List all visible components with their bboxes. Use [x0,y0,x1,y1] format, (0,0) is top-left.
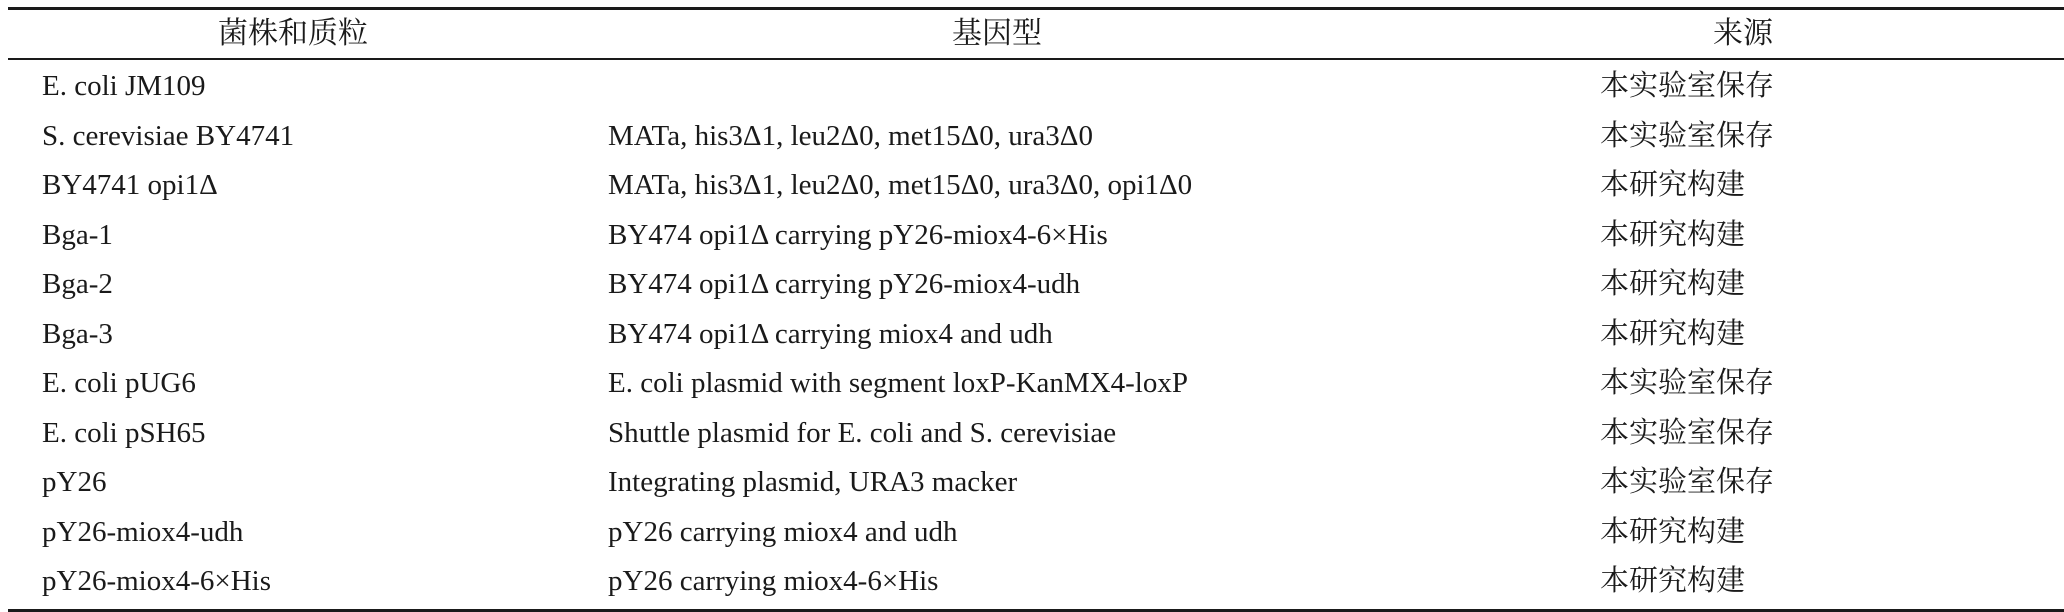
cell-source: 本研究构建 [1600,515,1746,548]
table-header-row [8,10,2064,58]
cell-strain: pY26 [42,466,107,498]
table-row [8,409,2064,459]
table-row [8,508,2064,558]
cell-genotype: BY474 opi1Δ carrying pY26-miox4-udh [608,268,1081,300]
cell-strain: Bga-2 [42,268,113,300]
cell-source: 本实验室保存 [1600,119,1775,152]
table-row [8,112,2064,162]
table-row [8,458,2064,508]
table-row [8,557,2064,607]
cell-source: 本实验室保存 [1600,367,1775,399]
cell-genotype: BY474 opi1Δ carrying miox4 and udh [608,317,1053,350]
strains-plasmids-table [8,7,2064,612]
cell-source: 本实验室保存 [1600,70,1775,102]
cell-strain: Bga-3 [42,317,113,350]
table-row [8,359,2064,409]
header-source: 来源 [1713,17,1773,50]
cell-strain: S. cerevisiae BY4741 [42,119,295,152]
cell-strain: BY4741 opi1Δ [42,169,218,201]
cell-strain: Bga-1 [42,218,113,251]
cell-genotype: pY26 carrying miox4 and udh [608,515,958,548]
cell-genotype: MATa, his3Δ1, leu2Δ0, met15Δ0, ura3Δ0 [608,119,1093,152]
header-genotype: 基因型 [952,17,1042,50]
cell-genotype: pY26 carrying miox4-6×His [608,565,939,597]
table-row [8,161,2064,211]
table-row [8,211,2064,261]
header-strain: 菌株和质粒 [218,17,368,50]
cell-genotype: E. coli plasmid with segment loxP-KanMX4-loxP [608,367,1188,399]
table-row [8,310,2064,360]
cell-strain: E. coli JM109 [42,70,206,102]
cell-strain: pY26-miox4-udh [42,515,244,548]
cell-source: 本实验室保存 [1600,466,1775,498]
cell-source: 本研究构建 [1600,268,1746,300]
cell-source: 本研究构建 [1600,169,1746,201]
cell-genotype: Integrating plasmid, URA3 macker [608,466,1018,498]
cell-strain: E. coli pUG6 [42,367,196,399]
cell-source: 本研究构建 [1600,218,1746,251]
cell-source: 本研究构建 [1600,565,1746,597]
cell-source: 本实验室保存 [1600,416,1775,449]
cell-source: 本研究构建 [1600,317,1746,350]
cell-strain: E. coli pSH65 [42,416,206,449]
table-row [8,260,2064,310]
cell-genotype: MATa, his3Δ1, leu2Δ0, met15Δ0, ura3Δ0, opi1Δ0 [608,169,1193,201]
table-body [8,60,2064,609]
cell-genotype: Shuttle plasmid for E. coli and S. cerevisiae [608,416,1117,449]
cell-strain: pY26-miox4-6×His [42,565,272,597]
table-row [8,62,2064,112]
cell-genotype: BY474 opi1Δ carrying pY26-miox4-6×His [608,218,1108,251]
table-bottom-rule [8,609,2064,612]
